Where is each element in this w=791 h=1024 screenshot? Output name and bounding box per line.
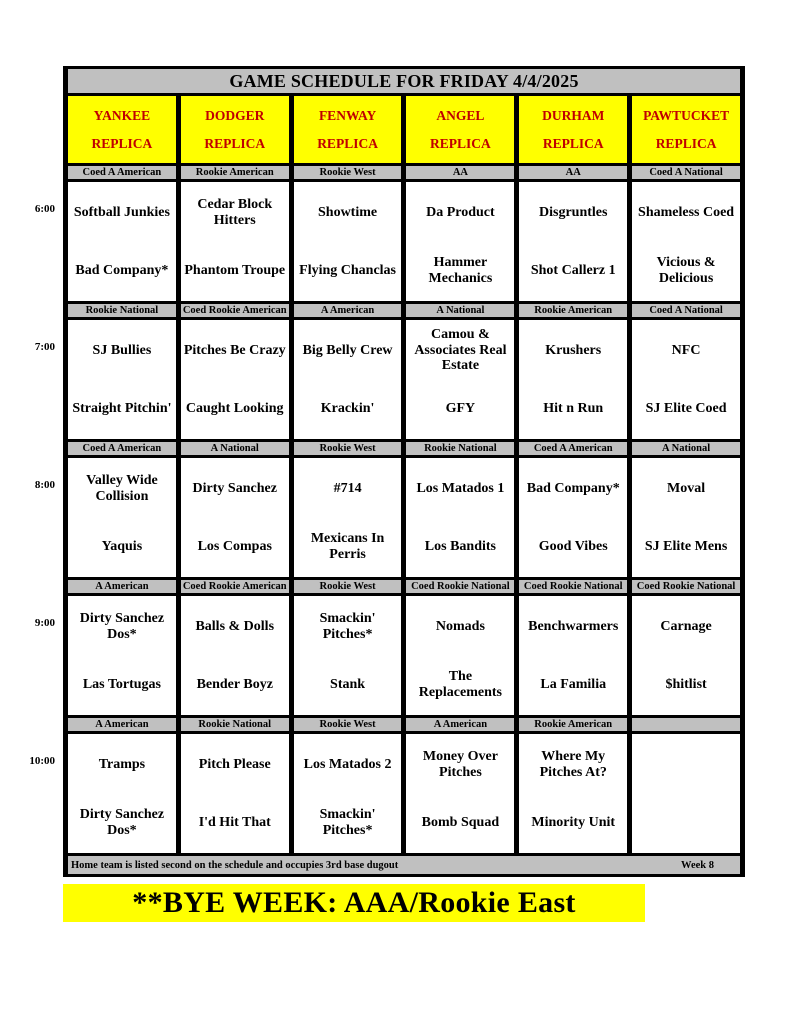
game-cell <box>291 733 404 855</box>
game-cell <box>630 457 743 579</box>
field-name-line2: REPLICA <box>542 135 604 151</box>
home-team: Smackin' Pitches* <box>319 806 376 838</box>
game-cell <box>630 733 743 855</box>
field-name-line1: FENWAY <box>318 107 377 123</box>
time-label: 10:00 <box>29 755 55 767</box>
game-cell <box>178 457 291 579</box>
away-team: NFC <box>671 342 701 358</box>
field-header-row <box>66 95 743 165</box>
away-team: Camou & Associates Real Estate <box>414 326 507 374</box>
division-row <box>66 717 743 733</box>
field-name-line2: REPLICA <box>91 135 153 151</box>
home-team: The Replacements <box>418 668 502 700</box>
field-name-line2: REPLICA <box>204 135 266 151</box>
home-team: Shot Callerz 1 <box>530 262 616 278</box>
division-label: Rookie West <box>291 441 404 457</box>
away-team: Los Matados 2 <box>303 756 392 772</box>
away-team: Where My Pitches At? <box>539 748 607 780</box>
field-name-line1: ANGEL <box>436 107 485 123</box>
division-label: Rookie West <box>291 579 404 595</box>
division-label: Coed A National <box>630 165 743 181</box>
division-label: Coed A American <box>66 165 179 181</box>
home-team: I'd Hit That <box>198 814 271 830</box>
home-team: Yaquis <box>101 538 143 554</box>
division-label: Rookie National <box>66 303 179 319</box>
game-cell <box>66 319 179 441</box>
game-row <box>66 457 743 579</box>
game-cell <box>630 319 743 441</box>
home-team: Bad Company* <box>75 262 169 278</box>
away-team: Bad Company* <box>526 480 620 496</box>
week-label: Week 8 <box>681 859 714 871</box>
away-team: Moval <box>667 480 706 496</box>
game-row <box>66 733 743 855</box>
home-team: Bomb Squad <box>421 814 500 830</box>
away-team: Pitch Please <box>198 756 271 772</box>
home-team: Krackin' <box>320 400 375 416</box>
home-team: Los Bandits <box>424 538 496 554</box>
home-team: Las Tortugas <box>82 676 162 692</box>
game-row <box>66 319 743 441</box>
field-name-line2: REPLICA <box>430 135 491 151</box>
game-cell <box>66 181 179 303</box>
away-team: Big Belly Crew <box>302 342 393 358</box>
division-label: Rookie American <box>517 303 630 319</box>
home-team: Bender Boyz <box>196 676 273 692</box>
away-team: Disgruntles <box>539 204 608 220</box>
home-team: $hitlist <box>665 676 707 692</box>
game-cell <box>517 319 630 441</box>
home-team: La Familia <box>540 676 607 692</box>
game-row <box>66 595 743 717</box>
game-cell <box>630 181 743 303</box>
home-team: Los Compas <box>197 538 272 554</box>
division-label: A American <box>66 579 179 595</box>
division-label: A American <box>66 717 179 733</box>
game-cell <box>178 319 291 441</box>
game-cell <box>291 457 404 579</box>
division-label: Coed A American <box>517 441 630 457</box>
away-team: Carnage <box>660 618 712 634</box>
home-team: SJ Elite Mens <box>644 538 728 554</box>
home-team: Hammer Mechanics <box>428 254 493 286</box>
division-label: Coed Rookie National <box>630 579 743 595</box>
field-column-header <box>630 95 743 165</box>
home-team <box>632 794 740 852</box>
away-team: SJ Bullies <box>92 342 152 358</box>
game-cell <box>178 181 291 303</box>
division-label: Rookie American <box>178 165 291 181</box>
away-team: Balls & Dolls <box>195 618 275 634</box>
field-column-header <box>291 95 404 165</box>
division-label: Coed Rookie National <box>404 579 517 595</box>
game-cell <box>404 319 517 441</box>
division-label: Coed A American <box>66 441 179 457</box>
home-team: Dirty Sanchez Dos* <box>79 806 165 838</box>
game-cell <box>66 595 179 717</box>
home-team: Flying Chanclas <box>299 262 396 278</box>
game-cell <box>517 457 630 579</box>
home-team: Vicious & Delicious <box>656 254 716 286</box>
away-team: #714 <box>333 480 362 496</box>
game-cell <box>630 595 743 717</box>
time-label: 9:00 <box>34 617 55 629</box>
division-label: A National <box>178 441 291 457</box>
time-label: 8:00 <box>34 479 55 491</box>
away-team: Benchwarmers <box>528 618 619 634</box>
away-team: Dirty Sanchez <box>192 480 277 496</box>
division-row <box>66 579 743 595</box>
game-cell <box>517 595 630 717</box>
home-team: Straight Pitchin' <box>72 400 172 416</box>
division-label: Rookie West <box>291 717 404 733</box>
game-cell <box>291 181 404 303</box>
division-label: Rookie West <box>291 165 404 181</box>
game-cell <box>517 733 630 855</box>
game-cell <box>66 457 179 579</box>
away-team: Money Over Pitches <box>422 748 498 780</box>
field-name-line1: DURHAM <box>542 107 605 123</box>
division-label: Rookie National <box>404 441 517 457</box>
home-team: Good Vibes <box>538 538 608 554</box>
division-label: Coed Rookie American <box>178 303 291 319</box>
away-team: Valley Wide Collision <box>86 472 158 504</box>
home-team: SJ Elite Coed <box>645 400 727 416</box>
field-name-line1: DODGER <box>205 107 265 123</box>
away-team: Showtime <box>318 204 378 220</box>
field-name-line1: PAWTUCKET <box>643 107 730 123</box>
away-team: Pitches Be Crazy <box>183 342 286 358</box>
home-team: Stank <box>330 676 366 692</box>
division-label: A American <box>291 303 404 319</box>
division-label <box>630 717 743 733</box>
game-schedule-table <box>63 66 745 877</box>
division-row <box>66 165 743 181</box>
time-label: 7:00 <box>34 341 55 353</box>
division-label: A National <box>404 303 517 319</box>
game-cell <box>404 457 517 579</box>
game-cell <box>178 595 291 717</box>
away-team: Tramps <box>98 756 146 772</box>
home-team: Mexicans In Perris <box>310 530 385 562</box>
game-cell <box>66 733 179 855</box>
game-cell <box>404 181 517 303</box>
time-label: 6:00 <box>34 203 55 215</box>
field-name-line1: YANKEE <box>93 107 151 123</box>
division-label: Rookie National <box>178 717 291 733</box>
home-team: Minority Unit <box>531 814 616 830</box>
division-label: A National <box>630 441 743 457</box>
away-team: Softball Junkies <box>73 204 170 220</box>
field-column-header <box>517 95 630 165</box>
away-team: Da Product <box>426 204 495 220</box>
away-team: Los Matados 1 <box>416 480 505 496</box>
away-team: Krushers <box>545 342 602 358</box>
field-column-header <box>178 95 291 165</box>
division-row <box>66 441 743 457</box>
home-team: Phantom Troupe <box>184 262 286 278</box>
division-label: AA <box>517 165 630 181</box>
game-cell <box>404 733 517 855</box>
away-team: Smackin' Pitches* <box>319 610 376 642</box>
bye-week-banner: **BYE WEEK: AAA/Rookie East <box>63 884 645 922</box>
field-name-line2: REPLICA <box>655 135 717 151</box>
division-label: AA <box>404 165 517 181</box>
away-team <box>632 736 740 794</box>
game-cell <box>291 595 404 717</box>
game-cell <box>404 595 517 717</box>
game-row <box>66 181 743 303</box>
division-label: Rookie American <box>517 717 630 733</box>
away-team: Nomads <box>435 618 485 634</box>
field-column-header <box>404 95 517 165</box>
field-name-line2: REPLICA <box>317 135 378 151</box>
division-label: Coed Rookie National <box>517 579 630 595</box>
home-team: GFY <box>445 400 476 416</box>
game-cell <box>291 319 404 441</box>
division-row <box>66 303 743 319</box>
away-team: Cedar Block Hitters <box>197 196 273 228</box>
field-column-header <box>66 95 179 165</box>
division-label: A American <box>404 717 517 733</box>
footer-note: Home team is listed second on the schedule and occupies 3rd base dugout <box>71 859 399 871</box>
home-team: Hit n Run <box>543 400 604 416</box>
footer-bar <box>66 855 743 876</box>
away-team: Dirty Sanchez Dos* <box>79 610 165 642</box>
home-team: Caught Looking <box>185 400 284 416</box>
game-cell <box>517 181 630 303</box>
away-team: Shameless Coed <box>638 204 735 220</box>
schedule-title: GAME SCHEDULE FOR FRIDAY 4/4/2025 <box>66 68 743 95</box>
game-cell <box>178 733 291 855</box>
division-label: Coed Rookie American <box>178 579 291 595</box>
division-label: Coed A National <box>630 303 743 319</box>
